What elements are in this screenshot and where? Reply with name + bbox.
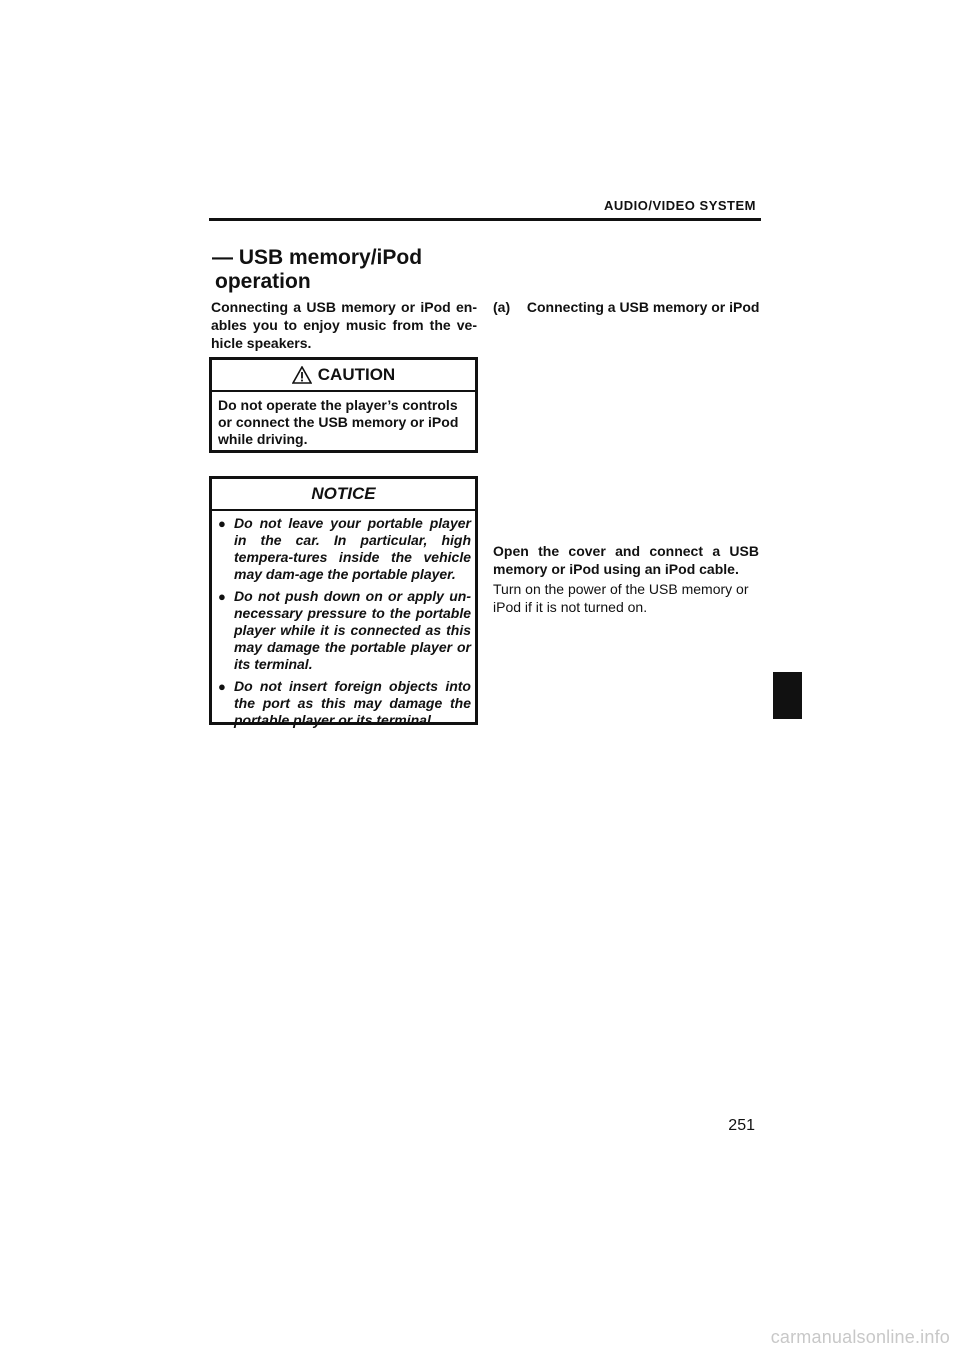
notice-item bbox=[218, 678, 471, 729]
caution-header bbox=[212, 360, 475, 392]
section-title-line-1: — USB memory/iPod bbox=[212, 246, 423, 269]
step-label: (a) bbox=[493, 299, 511, 315]
notice-item-text: Do not leave your portable player in the car. In particular, high tempera-tures inside the vehicle may dam-age the portable player. bbox=[234, 515, 471, 582]
notice-item bbox=[218, 515, 471, 583]
notice-box bbox=[209, 476, 478, 728]
caution-title: CAUTION bbox=[317, 365, 396, 384]
running-header: AUDIO/VIDEO SYSTEM bbox=[603, 198, 756, 213]
step-text: Connecting a USB memory or iPod bbox=[526, 299, 760, 315]
bullet-icon: ● bbox=[218, 516, 226, 531]
notice-item bbox=[218, 588, 471, 673]
notice-header: NOTICE bbox=[212, 479, 475, 511]
intro-paragraph: Connecting a USB memory or iPod en-ables you to enjoy music from the ve-hicle speakers. bbox=[211, 299, 477, 351]
section-title bbox=[212, 246, 492, 294]
notice-item-text: Do not push down on or apply un-necessary pressure to the portable player while it is connected as this may damage the portable player or its terminal. bbox=[234, 588, 471, 672]
step-heading bbox=[493, 298, 763, 316]
header-rule bbox=[209, 218, 761, 221]
watermark: carmanualsonline.info bbox=[770, 1327, 950, 1347]
page-number: 251 bbox=[728, 1117, 755, 1134]
chapter-tab bbox=[773, 672, 802, 719]
bullet-icon: ● bbox=[218, 589, 226, 604]
bullet-icon: ● bbox=[218, 679, 226, 694]
notice-item-text: Do not insert foreign objects into the port as this may damage the portable player or its terminal. bbox=[234, 678, 471, 728]
note-text: Turn on the power of the USB memory or iPod if it is not turned on. bbox=[493, 581, 749, 615]
notice-list bbox=[212, 511, 475, 729]
caution-text: Do not operate the player’s controls or connect the USB memory or iPod while driving. bbox=[218, 397, 459, 447]
caution-box bbox=[209, 357, 478, 453]
instruction-text: Open the cover and connect a USB memory or iPod using an iPod cable. bbox=[493, 543, 759, 577]
section-title-line-2: operation bbox=[215, 270, 311, 293]
warning-triangle-icon bbox=[292, 366, 312, 384]
